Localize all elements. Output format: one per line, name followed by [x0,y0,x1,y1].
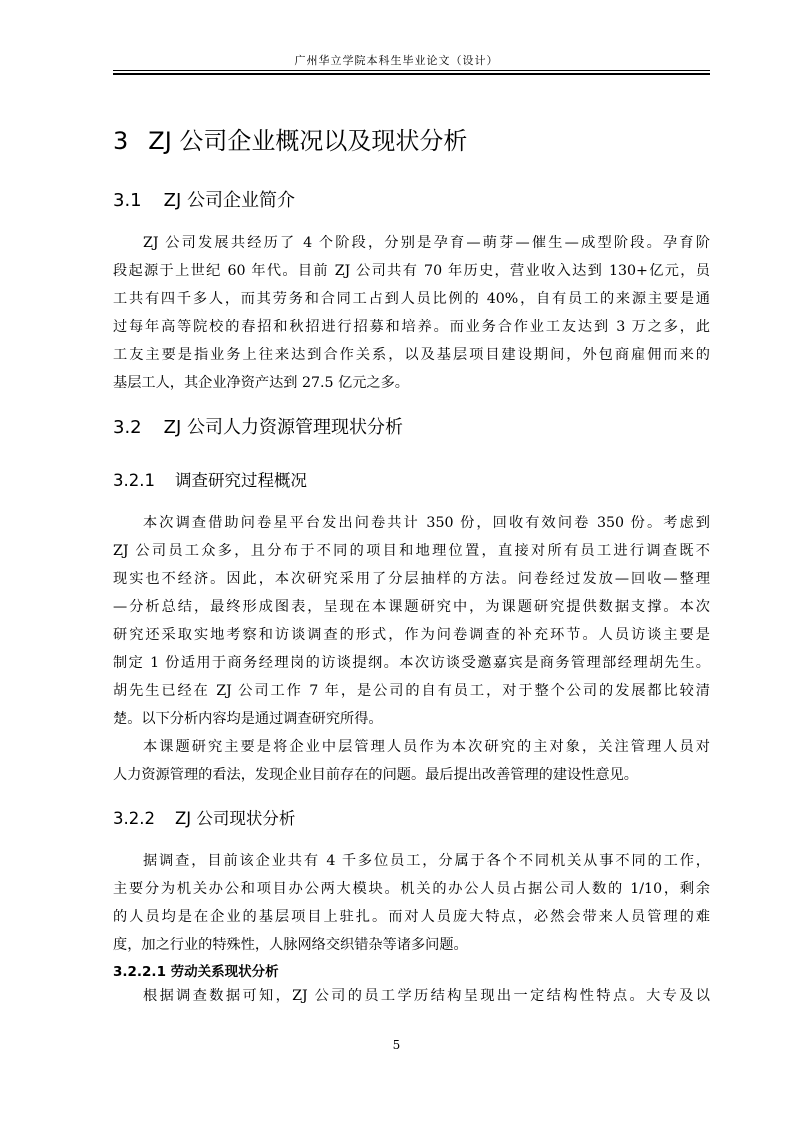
chapter-heading [113,121,710,156]
section-title: ZJ 公司人力资源管理现状分析 [163,417,404,438]
paragraph-line: 本课题研究主要是将企业中层管理人员作为本次研究的主对象，关注管理人员对 [143,739,710,755]
section-number: 3.2 [113,417,142,438]
paragraph-line: ZJ 公司发展共经历了 4 个阶段，分别是孕育—萌芽—催生—成型阶段。孕育阶 [143,235,710,251]
section-number: 3.1 [113,190,142,211]
paragraph-status-analysis [113,847,710,959]
paragraph-line: 主要分为机关办公和项目办公两大模块。机关的办公人员占据公司人数的 1/10，剩余 [113,881,710,897]
subsection-number: 3.2.2 [113,809,155,828]
chapter-number: 3 [113,127,129,155]
paragraph-line: 过每年高等院校的春招和秋招进行招募和培养。而业务合作业工友达到 3 万之多，此 [113,319,710,335]
subsection-number: 3.2.1 [113,471,155,490]
paragraph-line: 现实也不经济。因此，本次研究采用了分层抽样的方法。问卷经过发放—回收—整理 [113,571,710,587]
paragraph-labor-relations [113,982,710,1010]
paragraph-line: 制定 1 份适用于商务经理岗的访谈提纲。本次访谈受邀嘉宾是商务管理部经理胡先生。 [113,655,710,671]
subsection-heading-3-2-1 [113,467,710,491]
paragraph-company-intro [113,229,710,397]
paragraph-line: 的人员均是在企业的基层项目上驻扎。而对人员庞大特点，必然会带来人员管理的难 [113,909,710,925]
subsection-title: 调查研究过程概况 [174,471,307,490]
paragraph-line: ZJ 公司员工众多，且分布于不同的项目和地理位置，直接对所有员工进行调查既不 [113,543,710,559]
paragraph-line: —分析总结，最终形成图表，呈现在本课题研究中，为课题研究提供数据支撑。本次 [113,599,710,615]
paragraph-line: 本次调查借助问卷星平台发出问卷共计 350 份，回收有效问卷 350 份。考虑到 [143,515,710,531]
subsection-title: ZJ 公司现状分析 [174,809,296,828]
chapter-title: ZJ 公司企业概况以及现状分析 [148,127,468,155]
paragraph-line: 工共有四千多人，而其劳务和合同工占到人员比例的 40%，自有员工的来源主要是通 [113,291,710,307]
section-heading-3-1 [113,186,710,212]
paragraph-line: 度，加之行业的特殊性，人脉网络交织错杂等诸多问题。 [113,937,468,953]
paragraph-survey-process [113,509,710,789]
header-rule-thick [113,73,710,75]
paragraph-line: 研究还采取实地考察和访谈调查的形式，作为问卷调查的补充环节。人员访谈主要是 [113,627,710,643]
paragraph-line: 段起源于上世纪 60 年代。目前 ZJ 公司共有 70 年历史，营业收入达到 130+亿元，员 [113,263,710,279]
section-heading-3-2 [113,413,710,439]
paragraph-line: 胡先生已经在 ZJ 公司工作 7 年，是公司的自有员工，对于整个公司的发展都比较清 [113,683,710,699]
page-number: 5 [392,1038,401,1052]
paragraph-line: 楚。以下分析内容均是通过调查研究所得。 [113,711,383,727]
paragraph-line: 根据调查数据可知，ZJ 公司的员工学历结构呈现出一定结构性特点。大专及以 [143,988,710,1004]
running-header: 广州华立学院本科生毕业论文（设计） [294,54,499,67]
paragraph-line: 工友主要是指业务上往来达到合作关系，以及基层项目建设期间，外包商雇佣而来的 [113,347,710,363]
paragraph-line: 基层工人，其企业净资产达到 27.5 亿元之多。 [113,375,409,391]
section-title: ZJ 公司企业简介 [163,190,296,211]
header-rule-thin [113,70,710,71]
paragraph-line: 人力资源管理的看法，发现企业目前存在的问题。最后提出改善管理的建设性意见。 [113,767,638,783]
subsection-heading-3-2-2 [113,805,710,829]
subsubsection-heading-3-2-2-1: 3.2.2.1 劳动关系现状分析 [113,964,279,980]
paragraph-line: 据调查，目前该企业共有 4 千多位员工，分属于各个不同机关从事不同的工作， [143,853,710,869]
